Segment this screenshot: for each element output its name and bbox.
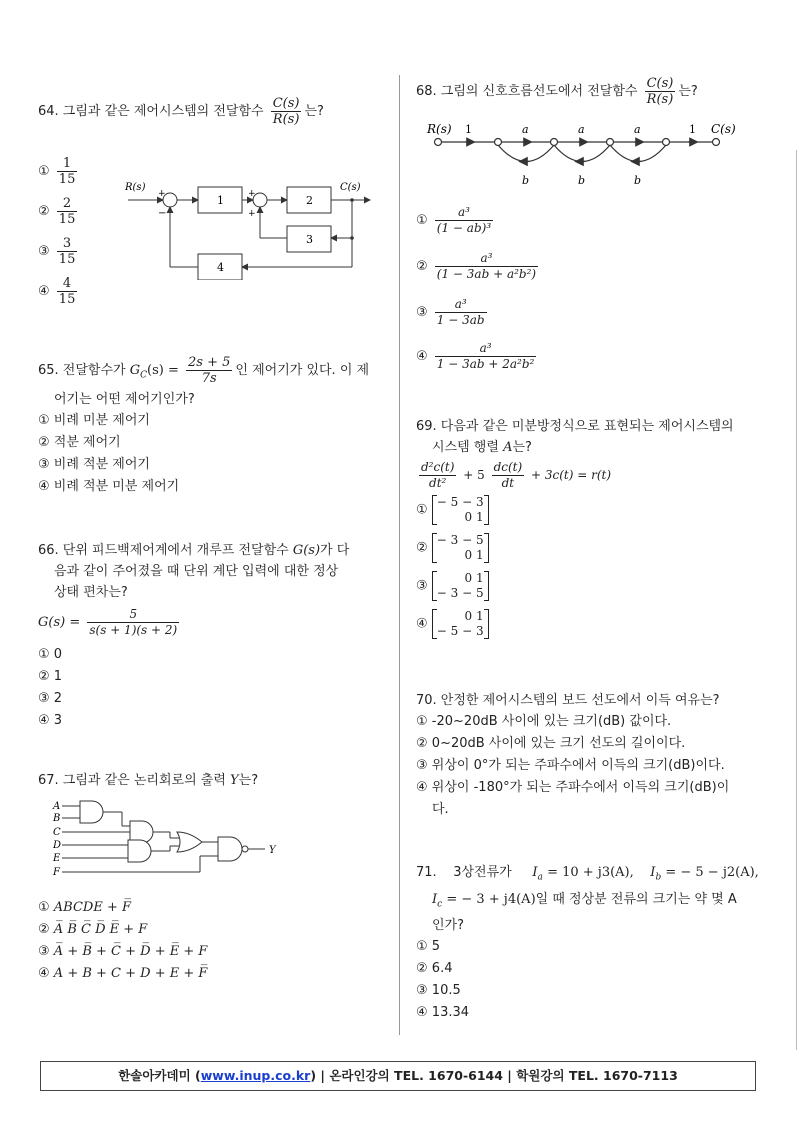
option-2[interactable]: ② 6.4 [416, 961, 453, 977]
signal-flow-graph [425, 118, 745, 193]
option-1[interactable]: ① ABCDE + F̅ [38, 900, 132, 915]
question-68-options [416, 205, 541, 385]
option-1[interactable]: ① 비례 미분 제어기 [38, 412, 150, 428]
option-1[interactable]: ① 0 [38, 647, 63, 662]
svg-text:1: 1 [689, 123, 696, 136]
svg-text:1: 1 [465, 123, 472, 136]
logic-circuit [50, 798, 290, 883]
and-gate-1 [80, 801, 103, 823]
option-4[interactable]: ④ 0 1 − 5 − 3 [416, 609, 786, 647]
svg-text:1: 1 [217, 194, 224, 207]
node-output [713, 139, 720, 146]
question-64 [38, 96, 388, 127]
question-66: 66. 단위 피드백제어계에서 개루프 전달함수 G(s)가 다 음과 같이 주어졌을 때 단위 계단 입력에 대한 정상 상태 편차는? G(s) = $\frac{5}{s(s + 1)(s + 2)}$ ① 0 ② 1 ③ 2 ④ 3 [38, 540, 393, 732]
svg-text:+: + [248, 189, 256, 199]
or-gate [177, 832, 202, 852]
svg-text:R(s): R(s) [427, 122, 452, 136]
nand-gate [218, 837, 242, 861]
svg-text:a: a [522, 123, 529, 136]
option-3[interactable]: ③ 10.5 [416, 983, 461, 999]
option-4[interactable]: ④ 13.34 [416, 1005, 470, 1021]
option-4[interactable]: ④ $\frac{4}{15}$ [38, 276, 76, 307]
question-67: 67. 그림과 같은 논리회로의 출력 Y는? [38, 773, 259, 788]
svg-text:C: C [53, 827, 61, 838]
svg-text:Y: Y [269, 845, 276, 856]
svg-text:a: a [578, 123, 585, 136]
svg-text:b: b [578, 174, 586, 187]
input-label: R(s) [125, 182, 146, 193]
option-2[interactable]: ② $\frac{\text{a³}}{\text{(1 − 3ab + a²b²)}}$ [416, 251, 537, 281]
question-67-options [38, 897, 207, 985]
option-3[interactable]: ③ $\frac{3}{15}$ [38, 236, 76, 267]
option-1[interactable]: ① $\frac{\text{a³}}{\text{(1 − ab)³}}$ [416, 205, 492, 235]
option-3[interactable]: ③ A̅ + B̅ + C̅ + D̅ + E̅ + F [38, 944, 208, 959]
question-70: 70. 안정한 제어시스템의 보드 선도에서 이득 여유는? ① -20~20dB 사이에 있는 크기(dB) 값이다. ② 0~20dB 사이에 있는 크기 선도의 길이이다. ③ 위상이 0°가 되는 주파수에서 이득의 크기(dB)이다. ④ 위상이 -180°가 되는 주파수에서 이득의 크기(dB)이 다. [416, 690, 791, 821]
node-input [435, 139, 442, 146]
option-2[interactable]: ② A̅ B̅ C̅ D̅ E̅ + F [38, 922, 148, 937]
svg-text:3: 3 [306, 233, 313, 246]
svg-text:F: F [53, 867, 60, 878]
question-65: 65. 전달함수가 $G_C(s)$ = $\frac{2s + 5}{7s}$ 인 제어기가 있다. 이 제 어기는 어떤 제어기인가? ① 비례 미분 제어기 ② 적분 제어기 ③ 비례 적분 제어기 ④ 비례 적분 미분 제어기 [38, 355, 393, 498]
option-3[interactable]: ③ 0 1 − 3 − 5 [416, 571, 786, 609]
option-2[interactable]: ② $\frac{2}{15}$ [38, 196, 76, 227]
column-divider [399, 75, 400, 1035]
option-4[interactable]: ④ $\frac{\text{a³}}{\text{1 − 3ab + 2a²b²}}$ [416, 341, 535, 371]
option-1[interactable]: ① 5 [416, 939, 441, 955]
svg-text:2: 2 [306, 194, 313, 207]
svg-text:+: + [248, 209, 256, 219]
gc-symbol: $G_C(s)$ = [129, 363, 179, 381]
question-64-title: 64. 그림과 같은 제어시스템의 전달함수 $\frac{C(s)}{R(s)}$ 는? [38, 96, 324, 127]
svg-text:b: b [522, 174, 530, 187]
option-1[interactable]: ① − 5 − 3 0 1 [416, 495, 786, 533]
svg-text:+: + [158, 189, 166, 199]
svg-text:D: D [53, 840, 62, 851]
question-71: 71. 3상전류가 $I_a = 10 + j3(A)$, $I_b$ = − 5 − j2(A), $I_c$ = − 3 + j4(A)일 때 정상분 전류의 크기는 약 몇 A 인가? ① 5 ② 6.4 ③ 10.5 ④ 13.34 [416, 862, 791, 1024]
block-diagram [120, 170, 380, 280]
svg-text:B: B [53, 813, 61, 824]
option-1[interactable]: ① -20~20dB 사이에 있는 크기(dB) 값이다. [416, 714, 672, 729]
option-2[interactable]: ② − 3 − 5 0 1 [416, 533, 786, 571]
question-69: 69. 다음과 같은 미분방정식으로 표현되는 제어시스템의 시스템 행렬 A는? $\frac{\text{d²c(t)}}{\text{dt²}}$ + 5 $\frac{dc(t)}{dt}$ + 3c(t) = r(t) ① − 5 − 3 0 1 ② − 3 − 5 0 1 ③ 0 1 − 3 − 5 ④ 0 1 − 5 − 3 [416, 416, 786, 647]
option-4[interactable]: ④ 위상이 -180°가 되는 주파수에서 이득의 크기(dB)이 [416, 780, 730, 795]
option-2[interactable]: ② 0~20dB 사이에 있는 크기 선도의 길이이다. [416, 736, 686, 751]
svg-text:b: b [634, 174, 642, 187]
transfer-fraction: $\frac{C(s)}{R(s)}$ [272, 96, 300, 127]
option-2[interactable]: ② 1 [38, 669, 63, 684]
option-4[interactable]: ④ 3 [38, 713, 63, 728]
question-68: 68. 그림의 신호흐름선도에서 전달함수 $\frac{C(s)}{R(s)}$ 는? [416, 76, 698, 107]
svg-text:4: 4 [217, 261, 224, 274]
option-3[interactable]: ③ 2 [38, 691, 63, 706]
option-3[interactable]: ③ $\frac{\text{a³}}{1 - 3ab}$ [416, 297, 485, 327]
output-label: C(s) [340, 182, 361, 193]
option-2[interactable]: ② 적분 제어기 [38, 434, 121, 450]
option-4[interactable]: ④ A + B + C + D + E + F̅ [38, 966, 208, 981]
option-4[interactable]: ④ 비례 적분 미분 제어기 [38, 478, 180, 494]
option-4-continued: 다. [432, 802, 449, 817]
svg-text:−: − [158, 208, 167, 219]
svg-text:E: E [53, 853, 61, 864]
svg-text:a: a [634, 123, 641, 136]
option-3[interactable]: ③ 비례 적분 제어기 [38, 456, 150, 472]
option-3[interactable]: ③ 위상이 0°가 되는 주파수에서 이득의 크기(dB)이다. [416, 758, 725, 773]
footer-contact: 한솔아카데미 (www.inup.co.kr) | 온라인강의 TEL. 1670-6144 | 학원강의 TEL. 1670-7113 [40, 1061, 756, 1091]
svg-text:A: A [53, 801, 61, 812]
svg-text:C(s): C(s) [711, 122, 736, 136]
website-link[interactable]: www.inup.co.kr [200, 1068, 311, 1083]
option-1[interactable]: ① $\frac{1}{15}$ [38, 156, 76, 187]
page-edge-line [796, 150, 797, 1050]
and-gate-3 [128, 840, 151, 862]
question-64-options [38, 156, 80, 316]
